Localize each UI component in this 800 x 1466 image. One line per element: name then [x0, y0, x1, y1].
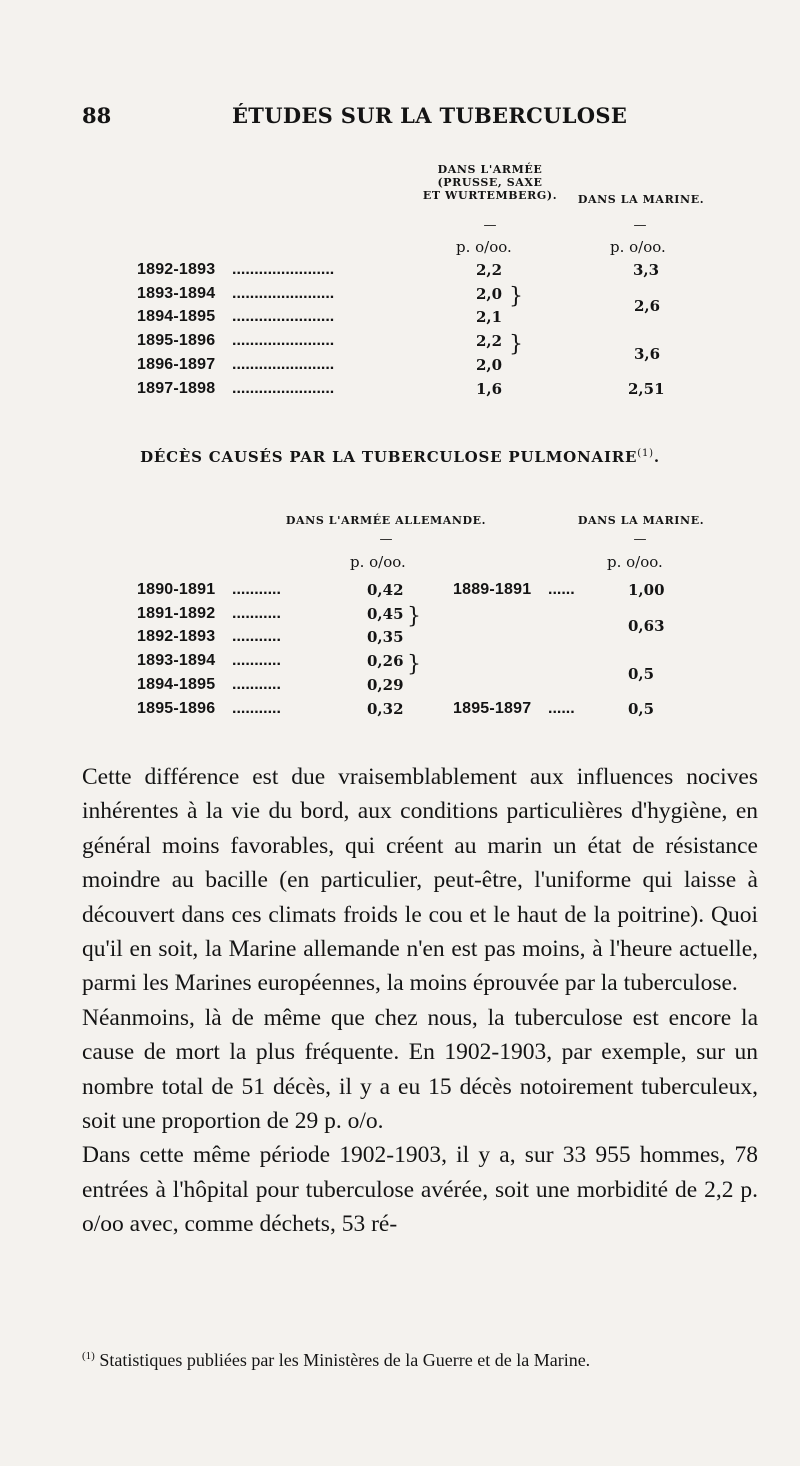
leader-dots: ...... — [548, 581, 575, 598]
table1-army-value: 2,2 — [476, 261, 503, 279]
table2-navy-years: 1889-1891 — [453, 581, 532, 598]
table-row — [0, 581, 800, 603]
brace-icon: } — [509, 284, 523, 309]
table1-army-value: 2,2 — [476, 332, 503, 350]
table2-army-value: 0,26 — [367, 652, 404, 670]
table1-years: 1897-1898 — [137, 380, 216, 397]
leader-dots: ....................... — [232, 285, 335, 302]
table-row — [0, 332, 800, 357]
table1-navy-grouped: 2,6 — [634, 297, 661, 315]
leader-dots: ........... — [232, 581, 281, 598]
table2-years: 1895-1896 — [137, 700, 216, 717]
footnote-text: Statistiques publiées par les Ministères de la Guerre et de la Marine. — [99, 1350, 591, 1370]
table1-years: 1895-1896 — [137, 332, 216, 349]
table1-army-value: 2,1 — [476, 308, 503, 326]
table1-navy-unit: p. o/oo. — [610, 238, 666, 256]
table2-years: 1893-1894 — [137, 652, 216, 669]
table-row — [0, 308, 800, 330]
table1-army-header-line1: DANS L'ARMÉE — [437, 163, 543, 176]
table1-army-header-line2: (PRUSSE, SAXE — [437, 176, 543, 189]
table2-army-value: 0,32 — [367, 700, 404, 718]
table1-navy-value: 3,3 — [633, 261, 660, 279]
table2-navy-grouped: 0,5 — [628, 665, 655, 683]
table-row — [0, 676, 800, 698]
table-row — [0, 628, 800, 650]
leader-dots: ........... — [232, 700, 281, 717]
table2-navy-years: 1895-1897 — [453, 700, 532, 717]
table1-army-unit: p. o/oo. — [456, 238, 512, 256]
leader-dots: ....................... — [232, 261, 335, 278]
section-title: DÉCÈS CAUSÉS PAR LA TUBERCULOSE PULMONAIRE$^{(1)}$. — [140, 448, 660, 466]
table2-navy-value: 1,00 — [628, 581, 665, 599]
paragraph: Dans cette même période 1902-1903, il y a, sur 33 955 hommes, 78 entrées à l'hôpital pour tuberculose avérée, soit une morbidité de 2,2 p. o/oo avec, comme déchets, 53 ré- — [82, 1142, 758, 1238]
table2-navy-header: DANS LA MARINE. — [577, 514, 705, 527]
table2-navy-dash: — — [633, 532, 647, 547]
table1-army-dash: — — [483, 218, 497, 233]
table2-army-value: 0,42 — [367, 581, 404, 599]
footnote-ref: (1) — [637, 448, 654, 459]
table1-navy-header: DANS LA MARINE. — [577, 193, 705, 206]
body-text — [82, 760, 758, 1242]
table-row — [0, 700, 800, 722]
leader-dots: ....................... — [232, 380, 335, 397]
table2-army-unit: p. o/oo. — [350, 553, 406, 571]
leader-dots: ........... — [232, 605, 281, 622]
table-row — [0, 261, 800, 283]
table2-navy-grouped: 0,63 — [628, 617, 665, 635]
table1-years: 1893-1894 — [137, 285, 216, 302]
brace-icon: } — [407, 604, 421, 629]
footnote — [82, 1350, 772, 1371]
footnote-mark: (1) — [82, 1350, 95, 1362]
leader-dots: ....................... — [232, 356, 335, 373]
table-row — [0, 652, 800, 677]
table-row — [0, 380, 800, 402]
table2-years: 1891-1892 — [137, 605, 216, 622]
table2-navy-unit: p. o/oo. — [607, 553, 663, 571]
table1-navy-grouped: 3,6 — [634, 345, 661, 363]
table1-army-header — [415, 163, 565, 202]
table-row — [0, 356, 800, 378]
table-row — [0, 285, 800, 307]
table2-years: 1892-1893 — [137, 628, 216, 645]
table1-navy-value: 2,51 — [628, 380, 665, 398]
table2-army-header: DANS L'ARMÉE ALLEMANDE. — [285, 514, 487, 527]
leader-dots: ....................... — [232, 308, 335, 325]
leader-dots: ...... — [548, 700, 575, 717]
section-title-text: DÉCÈS CAUSÉS PAR LA TUBERCULOSE PULMONAIRE — [140, 448, 638, 466]
brace-icon: } — [509, 332, 523, 357]
table2-army-value: 0,29 — [367, 676, 404, 694]
table1-years: 1894-1895 — [137, 308, 216, 325]
table1-army-header-line3: ET WURTEMBERG). — [422, 189, 558, 202]
table1-army-value: 2,0 — [476, 356, 503, 374]
leader-dots: ........... — [232, 628, 281, 645]
table2-years: 1890-1891 — [137, 581, 216, 598]
leader-dots: ....................... — [232, 332, 335, 349]
leader-dots: ........... — [232, 676, 281, 693]
table1-navy-dash: — — [633, 218, 647, 233]
table1-years: 1892-1893 — [137, 261, 216, 278]
table-row — [0, 605, 800, 627]
page-number: 88 — [82, 103, 112, 128]
table1-army-value: 1,6 — [476, 380, 503, 398]
table1-years: 1896-1897 — [137, 356, 216, 373]
table2-navy-value: 0,5 — [628, 700, 655, 718]
leader-dots: ........... — [232, 652, 281, 669]
brace-icon: } — [407, 652, 421, 677]
paragraph: Néanmoins, là de même que chez nous, la tuberculose est encore la cause de mort la plus fréquente. En 1902-1903, par exemple, sur un nombre total de 51 décès, il y a eu 15 décès notoirement tuberculeux, soit une proportion de 29 p. o/o. — [82, 1004, 758, 1135]
running-title: ÉTUDES SUR LA TUBERCULOSE — [232, 103, 628, 128]
table2-years: 1894-1895 — [137, 676, 216, 693]
paragraph: Cette différence est due vraisemblablement aux influences nocives inhérentes à la vie du bord, aux conditions particulières d'hygiène, en général moins favorables, qui créent au marin un état de résistance moindre au bacille (en particulier, peut-être, l'uniforme qui laisse à découvert dans ces climats froids le cou et le haut de la poitrine). Quoi qu'il en soit, la Marine allemande n'en est pas moins, à l'heure actuelle, parmi les Marines européennes, la moins éprouvée par la tuberculose. — [82, 764, 758, 997]
table2-army-value: 0,35 — [367, 628, 404, 646]
table2-army-value: 0,45 — [367, 605, 404, 623]
table1-army-value: 2,0 — [476, 285, 503, 303]
table2-army-dash: — — [379, 532, 393, 547]
